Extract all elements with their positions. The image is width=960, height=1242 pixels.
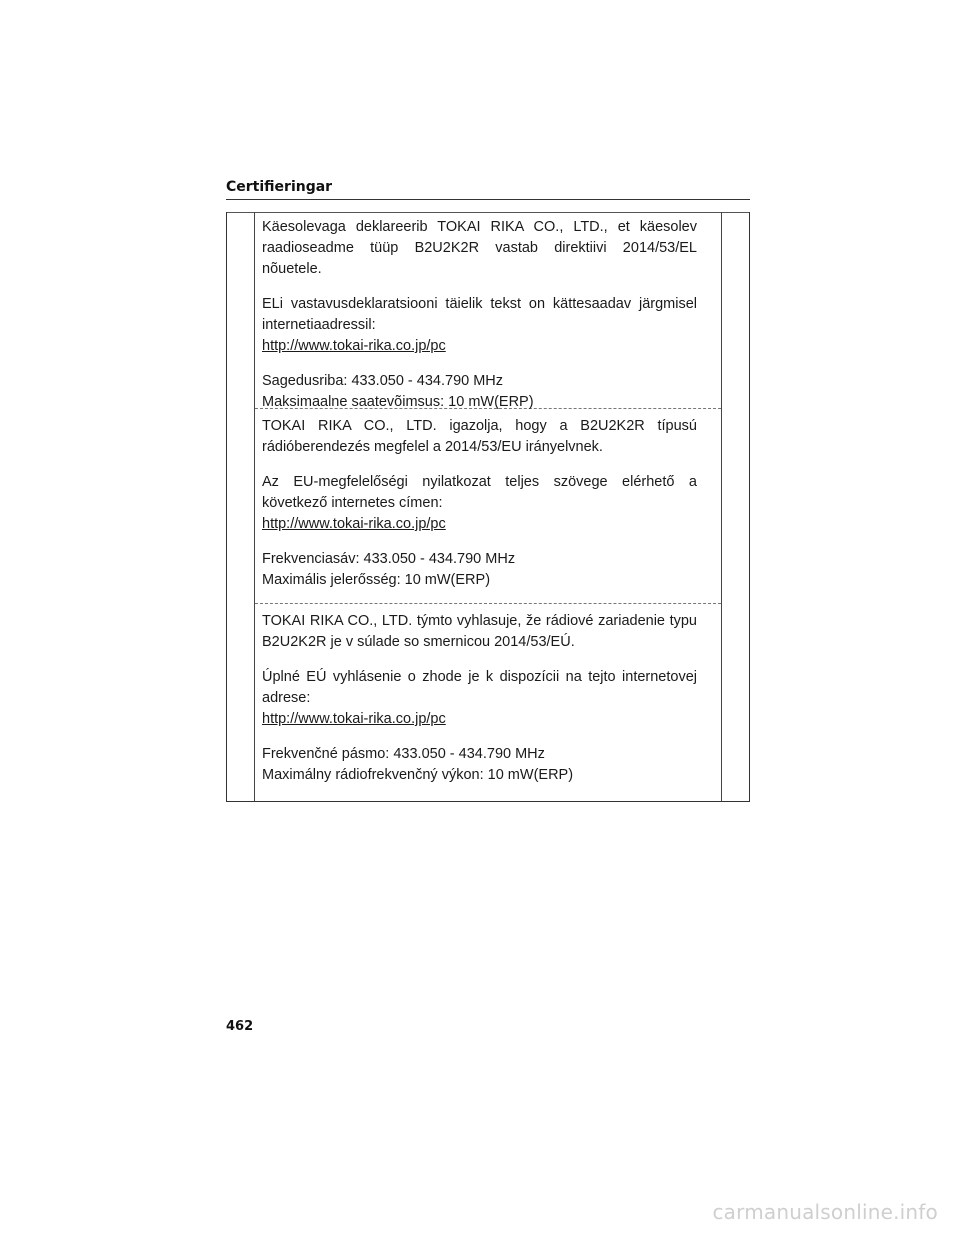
max-power: Maximálny rádiofrekvenčný výkon: 10 mW(ERP) <box>262 767 574 783</box>
declaration-section-estonian <box>255 212 721 409</box>
declaration-frame <box>226 212 750 802</box>
page-number: 462 <box>226 1019 254 1034</box>
declaration-section-slovak <box>255 604 721 800</box>
declaration-statement: TOKAI RIKA CO., LTD. igazolja, hogy a B2U2K2R típusú rádióberendezés megfelel a 2014/53/EU irányelvnek. <box>262 418 697 455</box>
frequency-band: Sagedusriba: 433.050 - 434.790 MHz <box>262 373 504 389</box>
declaration-statement: Käesolevaga deklareerib TOKAI RIKA CO., LTD., et käesolev raadioseadme tüüp B2U2K2R vastab direktiivi 2014/53/EL nõuetele. <box>262 219 697 277</box>
declaration-link[interactable]: http://www.tokai-rika.co.jp/pc <box>262 338 446 354</box>
frequency-band: Frekvenciasáv: 433.050 - 434.790 MHz <box>262 551 516 567</box>
declaration-text-availability: ELi vastavusdeklaratsiooni täielik tekst on kättesaadav järgmisel internetiaadressil: <box>262 296 697 333</box>
declaration-link[interactable]: http://www.tokai-rika.co.jp/pc <box>262 516 446 532</box>
frequency-band: Frekvenčné pásmo: 433.050 - 434.790 MHz <box>262 746 545 762</box>
max-power: Maksimaalne saatevõimsus: 10 mW(ERP) <box>262 394 534 410</box>
page-header <box>226 178 750 200</box>
declaration-text-availability: Úplné EÚ vyhlásenie o zhode je k dispozícii na tejto internetovej adrese: <box>262 669 697 706</box>
watermark: carmanualsonline.info <box>712 1200 938 1224</box>
declaration-box <box>254 212 722 801</box>
declaration-statement: TOKAI RIKA CO., LTD. týmto vyhlasuje, že rádiové zariadenie typu B2U2K2R je v súlade so smernicou 2014/53/EÚ. <box>262 613 697 650</box>
max-power: Maximális jelerősség: 10 mW(ERP) <box>262 572 491 588</box>
page-title: Certifieringar <box>226 179 333 195</box>
declaration-text-availability: Az EU-megfelelőségi nyilatkozat teljes szövege elérhető a következő internetes címen: <box>262 474 697 511</box>
declaration-link[interactable]: http://www.tokai-rika.co.jp/pc <box>262 711 446 727</box>
declaration-section-hungarian <box>255 409 721 604</box>
